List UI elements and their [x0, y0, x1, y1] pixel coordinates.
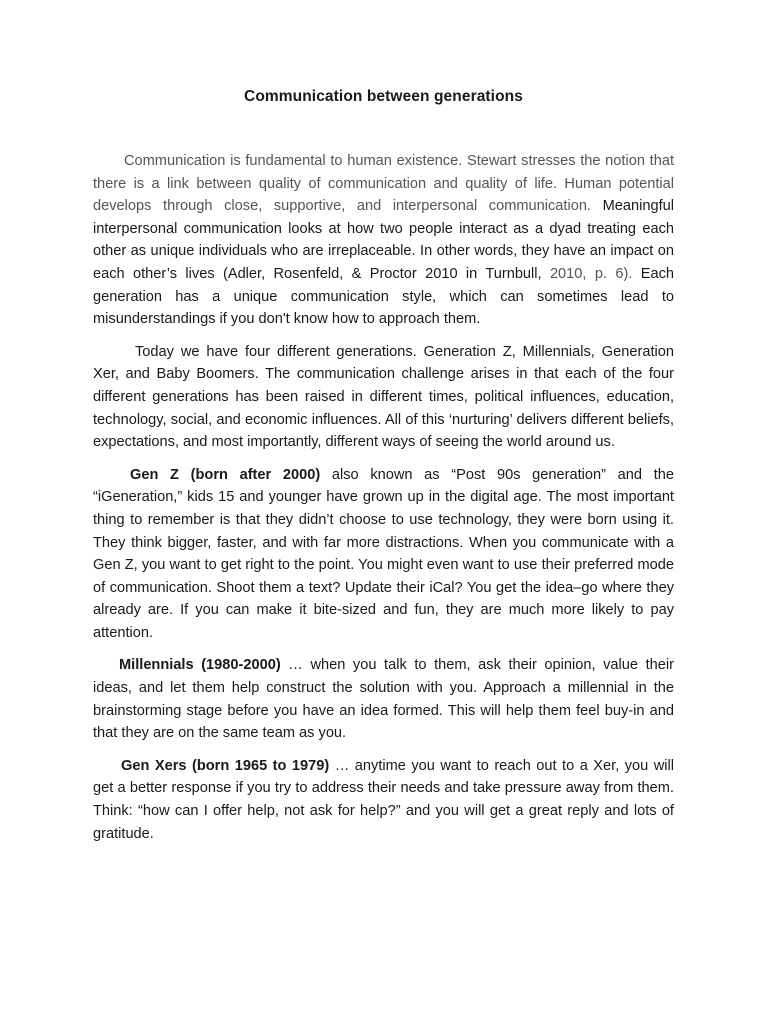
paragraph-millennials: [93, 654, 674, 744]
paragraph-body-text: also known as “Post 90s generation” and the “iGeneration,” kids 15 and younger have grown up in the digital age. The most important thing to remember is that they didn’t choose to use technology, they were born using it. They think bigger, faster, and with far more distractions. When you communicate with a Gen Z, you want to get right to the point. You might even want to use their preferred mode of communication. Shoot them a text? Update their iCal? You get the idea–go where they already are. If you can make it bite-sized and fun, they are much more likely to pay attention.: [93, 466, 674, 641]
paragraph-heading: Gen Z (born after 2000): [130, 466, 321, 483]
paragraph-body-text: … when you talk to them, ask their opinion, value their ideas, and let them help construct the solution with you. Approach a millennial in the brainstorming stage before you have an idea formed. This will help them feel buy-in and that they are on the same team as you.: [93, 657, 674, 742]
paragraph-body-text: Each generation has a unique communication style, which can sometimes lead to misunderstandings if you don't know how to approach them.: [93, 265, 674, 328]
paragraph-body-text: Meaningful interpersonal communication looks at how two people interact as a dyad treating each other as unique individuals who are irreplaceable. In other words, they have an impact on each other’s lives (Adler, Rosenfeld, & Proctor 2010 in Turnbull,: [93, 198, 675, 282]
paragraph-introduction: [93, 150, 674, 331]
paragraph-gen-z: [93, 464, 674, 645]
paragraph-body-text: Today we have four different generations. Generation Z, Millennials, Generation Xer, and Baby Boomers. The communication challenge arises in that each of the four different generations has been raised in different times, political influences, education, technology, social, and economic influences. All of this ‘nurturing’ delivers different beliefs, expectations, and most importantly, different ways of seeing the world around us.: [93, 343, 674, 451]
paragraph-lead-text: Communication is fundamental to human existence. Stewart stresses the notion that there is a link between quality of communication and quality of life. Human potential develops through close, supportive, and interpersonal communication.: [93, 153, 674, 215]
paragraph-generations: [93, 341, 674, 454]
paragraph-heading: Gen Xers (born 1965 to 1979): [121, 757, 330, 774]
paragraph-body-text: … anytime you want to reach out to a Xer, you will get a better response if you try to address their needs and take pressure away from them. Think: “how can I offer help, not ask for help?” and you will get a great reply and lots of gratitude.: [93, 757, 674, 842]
document-page: [93, 88, 674, 855]
citation-text: 2010, p. 6).: [541, 265, 633, 282]
paragraph-heading: Millennials (1980-2000): [119, 657, 281, 674]
document-title: Communication between generations: [244, 88, 523, 105]
paragraph-gen-xers: [93, 755, 674, 845]
